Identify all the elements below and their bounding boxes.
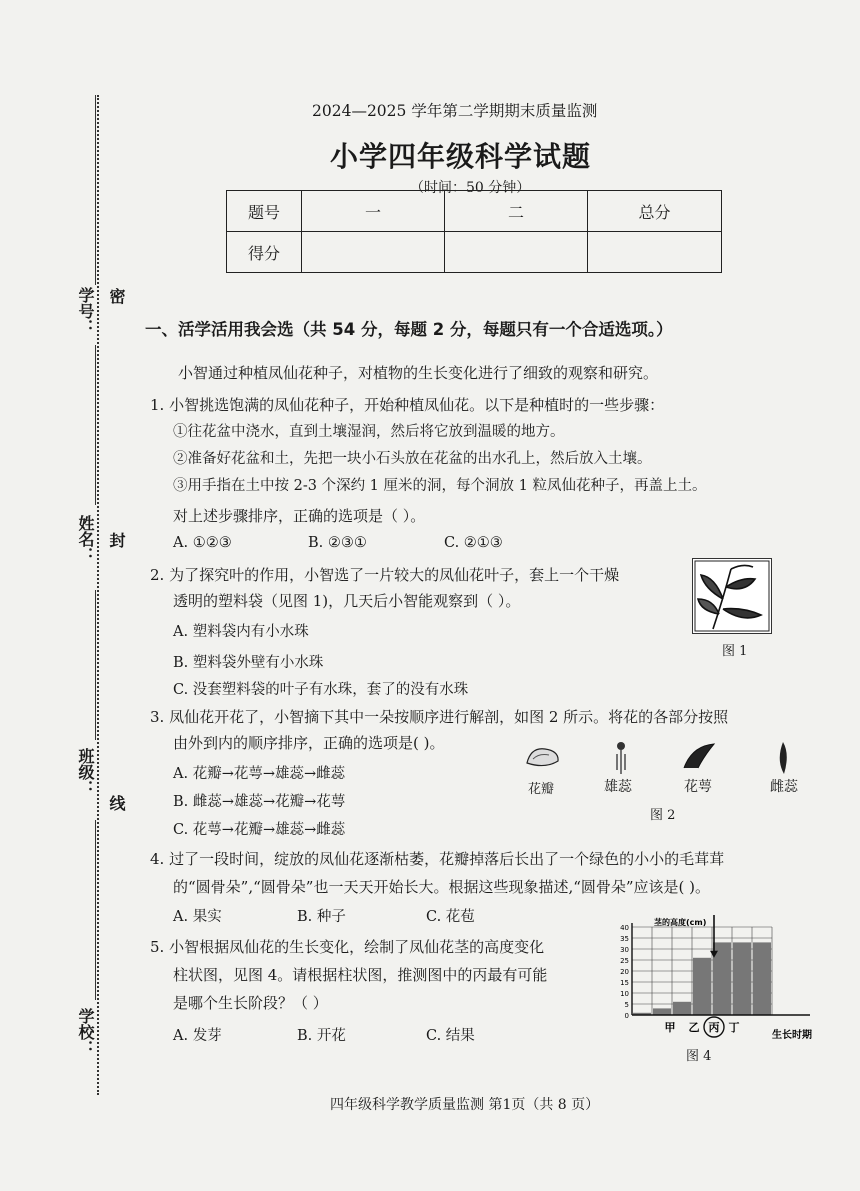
q1-option-b[interactable]: B. ②③① [308,535,367,551]
exam-time: （时间：50 分钟） [410,180,531,196]
flower-part-label: 雄蕊 [604,779,632,795]
page-title: 小学四年级科学试题 [330,140,592,173]
flower-part-label: 花瓣 [528,782,555,797]
score-cell: 题号 [227,191,302,232]
chart-bar [733,942,751,1015]
y-tick-label: 0 [624,1012,629,1020]
flower-part-label: 花萼 [684,779,712,795]
y-tick-label: 20 [620,968,629,976]
school-label: 学校： [76,1008,95,1056]
student-id-line [95,95,96,285]
q3-stem: 3. 凤仙花开花了，小智摘下其中一朵按顺序进行解剖，如图 2 所示。将花的各部分按照 [150,708,729,726]
x-tick-label: 甲 [664,1021,676,1034]
x-tick-label: 乙 [688,1021,700,1034]
q4-stem: 4. 过了一段时间，绽放的凤仙花逐渐枯萎，花瓣掉落后长出了一个绿色的小小的毛茸茸 [150,850,725,868]
class-line [95,590,96,740]
class-label: 班级： [76,748,95,796]
pistil-icon [774,740,792,776]
y-tick-label: 25 [620,957,629,965]
sepal-icon [682,742,716,770]
q2-option-c[interactable]: C. 没套塑料袋的叶子有水珠，套了的没有水珠 [173,682,469,698]
chart-bar [653,1008,671,1015]
y-tick-label: 30 [620,946,629,954]
q2-option-a[interactable]: A. 塑料袋内有小水珠 [173,624,309,640]
y-tick-label: 40 [620,924,629,932]
section-title: 一、活学活用我会选（共 54 分，每题 2 分，每题只有一个合适选项。） [145,320,673,339]
q3-option-a[interactable]: A. 花瓣→花萼→雄蕊→雌蕊 [173,766,346,782]
stamen-icon [612,740,630,776]
q3-option-c[interactable]: C. 花萼→花瓣→雄蕊→雌蕊 [173,822,346,838]
score-table-header-row [227,191,722,232]
score-cell: 二 [445,191,588,232]
score-cell: 得分 [227,232,302,273]
x-tick-label: 丙 [708,1021,720,1034]
stem-height-chart [612,915,826,1045]
figure4-caption: 图 4 [686,1049,712,1064]
q1-step: ③用手指在土中按 2-3 个深约 1 厘米的洞，每个洞放 1 粒凤仙花种子，再盖上土。 [173,478,707,494]
q1-option-c[interactable]: C. ②①③ [444,535,503,551]
y-tick-label: 5 [624,1001,629,1009]
chart-bar [693,958,711,1015]
score-input-cell[interactable] [302,232,445,273]
q2-stem: 2. 为了探究叶的作用，小智选了一片较大的凤仙花叶子，套上一个干燥 [150,566,620,584]
seal-mark-xian: 线 [107,795,126,811]
chart-bar [673,1002,691,1015]
q3-stem: 由外到内的顺序排序，正确的选项是( )。 [173,734,445,752]
petal-icon [525,745,561,769]
figure1-caption: 图 1 [722,644,748,659]
q2-option-b[interactable]: B. 塑料袋外壁有小水珠 [173,655,324,671]
score-table [226,190,722,273]
q5-option-b[interactable]: B. 开花 [297,1028,346,1044]
score-input-cell[interactable] [445,232,588,273]
seal-mark-mi: 密 [107,288,126,304]
q4-option-b[interactable]: B. 种子 [297,909,346,925]
section-intro: 小智通过种植凤仙花种子，对植物的生长变化进行了细致的观察和研究。 [178,364,659,382]
y-tick-label: 35 [620,935,629,943]
binding-dashed-line [97,95,99,1095]
chart-y-ticks [620,924,629,1020]
chart-title: 茎的高度(cm) [654,918,707,927]
q4-option-a[interactable]: A. 果实 [173,909,222,925]
q2-stem: 透明的塑料袋（见图 1)，几天后小智能观察到（ ）。 [173,592,521,610]
x-tick-label: 丁 [728,1021,740,1034]
page-footer: 四年级科学教学质量监测 第1页（共 8 页） [330,1097,600,1113]
y-tick-label: 15 [620,979,629,987]
q5-stem: 是哪个生长阶段？（ ） [173,994,328,1012]
student-id-label: 学号： [76,287,95,335]
q5-stem: 柱状图，见图 4。请根据柱状图，推测图中的丙最有可能 [173,966,548,984]
q3-option-b[interactable]: B. 雌蕊→雄蕊→花瓣→花萼 [173,794,346,810]
chart-bar [753,942,771,1015]
y-tick-label: 10 [620,990,629,998]
score-input-cell[interactable] [588,232,722,273]
q5-stem: 5. 小智根据凤仙花的生长变化，绘制了凤仙花茎的高度变化 [150,938,545,956]
exam-subtitle: 2024—2025 学年第二学期期末质量监测 [312,102,598,120]
q1-option-a[interactable]: A. ①②③ [173,535,232,551]
q1-step: ①往花盆中浇水，直到土壤湿润，然后将它放到温暖的地方。 [173,424,565,440]
q4-stem: 的“圆骨朵”,“圆骨朵”也一天天开始长大。根据这些现象描述,“圆骨朵”应该是( )。 [173,878,711,896]
figure2-caption: 图 2 [650,808,676,823]
score-table-score-row [227,232,722,273]
name-line [95,345,96,505]
leaf-bag-illustration [692,558,772,634]
name-label: 姓名： [76,515,95,563]
score-cell: 一 [302,191,445,232]
q1-stem: 1. 小智挑选饱满的凤仙花种子，开始种植凤仙花。以下是种植时的一些步骤： [150,396,665,414]
chart-x-label: 生长时期 [772,1030,812,1041]
q5-option-c[interactable]: C. 结果 [426,1028,475,1044]
q4-option-c[interactable]: C. 花苞 [426,909,475,925]
school-line [95,820,96,1000]
q1-step: ②准备好花盆和土，先把一块小石头放在花盆的出水孔上，然后放入土壤。 [173,451,652,467]
score-cell: 总分 [588,191,722,232]
q5-option-a[interactable]: A. 发芽 [173,1028,222,1044]
q1-question: 对上述步骤排序，正确的选项是（ ）。 [173,507,426,525]
flower-parts-figure [520,740,830,830]
flower-part-label: 雌蕊 [770,779,798,795]
seal-mark-feng: 封 [107,532,126,548]
